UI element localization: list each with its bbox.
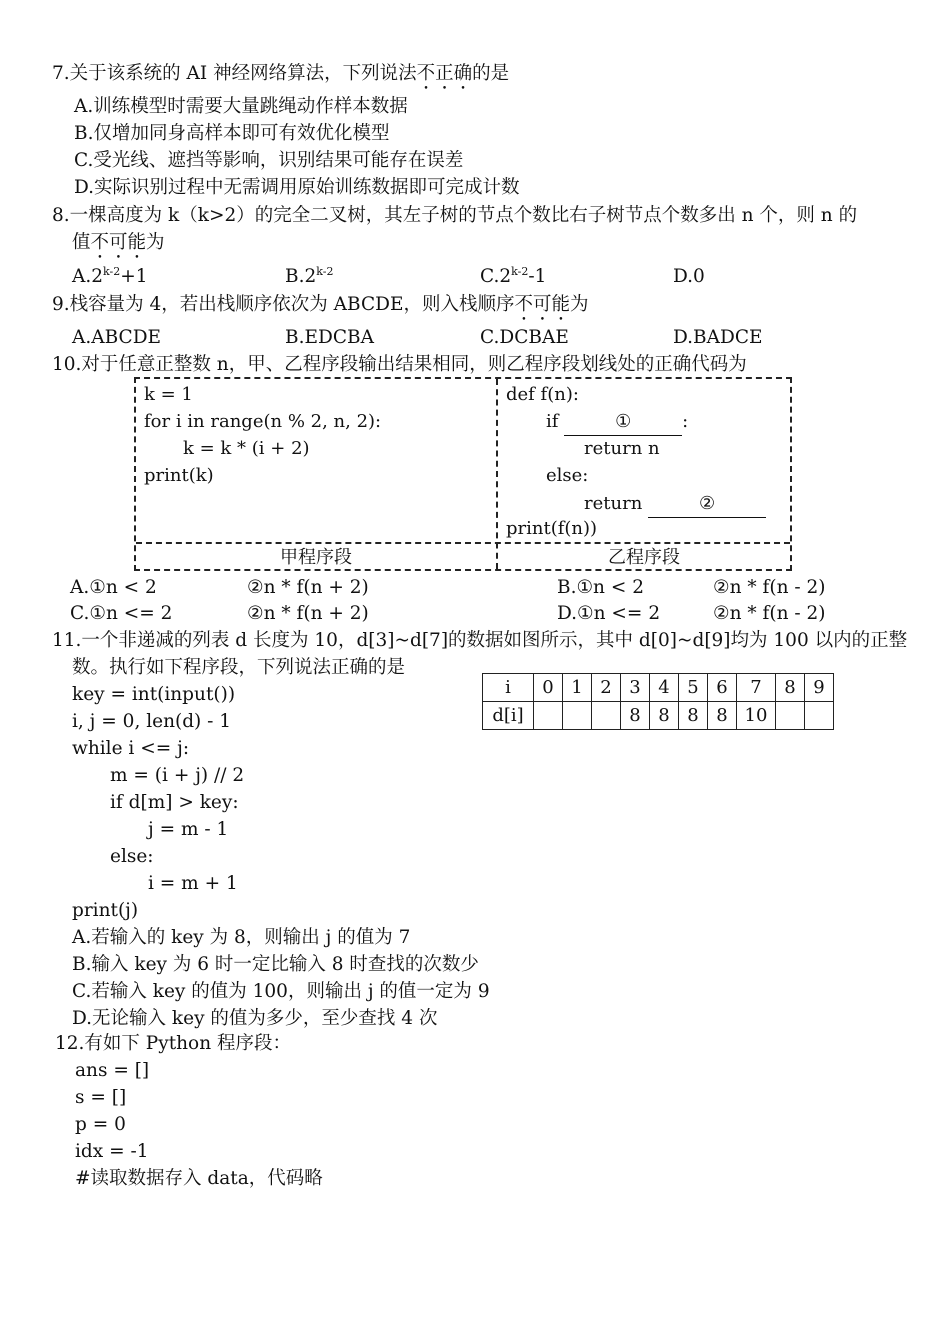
value-cell: 8	[679, 702, 708, 730]
q11-code-line-2: i, j = 0, len(d) - 1	[72, 711, 232, 732]
yi-code-return-blank	[584, 490, 766, 518]
q8-option-b-base: B.2	[285, 266, 317, 287]
q7-stem-end: 的是	[472, 63, 510, 84]
q8-stem-emphasis: 不可能	[90, 232, 147, 253]
q8-option-a-base: A.2	[72, 266, 104, 287]
value-cell: 8	[650, 702, 679, 730]
q11-code-line-3: while i <= j:	[72, 738, 190, 759]
value-cell: 10	[737, 702, 776, 730]
q11-stem-line1: 11.一个非递减的列表 d 长度为 10，d[3]~d[7]的数据如图所示，其中 d[0]~d[9]均为 100 以内的正整	[52, 630, 908, 651]
q11-stem-line2: 数。执行如下程序段，下列说法正确的是	[72, 657, 406, 678]
q7-option-c: C.受光线、遮挡等影响，识别结果可能存在误差	[74, 150, 464, 171]
q12-code-line-5: #读取数据存入 data，代码略	[75, 1168, 323, 1189]
q11-code-line-1: key = int(input())	[72, 684, 236, 705]
q8-option-a-tail: +1	[120, 266, 148, 287]
q7-stem-text: 7.关于该系统的 AI 神经网络算法，下列说法	[52, 63, 417, 84]
q8-stem-line2-start: 值	[72, 232, 91, 253]
q7-option-b: B.仅增加同身高样本即可有效优化模型	[74, 123, 390, 144]
yi-code-return-n: return n	[584, 438, 660, 459]
q11-code-line-5: if d[m] > key:	[110, 792, 239, 813]
index-cell: 3	[621, 674, 650, 702]
q10-option-b-1: B.①n < 2	[557, 577, 645, 598]
table-row	[483, 674, 834, 702]
q8-option-b	[285, 263, 333, 290]
q11-code-line-4: m = (i + j) // 2	[110, 765, 245, 786]
table-row	[483, 702, 834, 730]
value-cell	[776, 702, 805, 730]
yi-if-keyword: if	[546, 411, 559, 432]
q8-stem-line2-end: 为	[146, 232, 165, 253]
code-box-vertical-divider	[496, 379, 498, 569]
q10-option-b-2: ②n * f(n - 2)	[713, 577, 826, 598]
q10-option-c-1: C.①n <= 2	[70, 603, 173, 624]
q7-stem	[52, 60, 509, 94]
yi-code-def: def f(n):	[506, 384, 579, 405]
q9-option-d: D.BADCE	[673, 327, 763, 348]
q10-option-c-2: ②n * f(n + 2)	[247, 603, 369, 624]
yi-code-else: else:	[546, 465, 589, 486]
index-cell: 2	[592, 674, 621, 702]
q8-option-c-tail: -1	[528, 266, 547, 287]
blank-2: ②	[648, 490, 766, 518]
q11-option-a: A.若输入的 key 为 8，则输出 j 的值为 7	[72, 927, 411, 948]
q12-code-line-4: idx = -1	[75, 1141, 149, 1162]
jia-code-line-1: k = 1	[144, 384, 193, 405]
table-row-label: d[i]	[483, 702, 534, 730]
q8-option-c-exponent: k-2	[511, 265, 529, 278]
index-cell: 5	[679, 674, 708, 702]
q9-option-a: A.ABCDE	[72, 327, 162, 348]
q8-option-b-exponent: k-2	[316, 265, 334, 278]
q10-option-d-1: D.①n <= 2	[557, 603, 661, 624]
index-cell: 9	[805, 674, 834, 702]
q11-option-d: D.无论输入 key 的值为多少，至少查找 4 次	[72, 1008, 438, 1029]
q11-option-c: C.若输入 key 的值为 100，则输出 j 的值一定为 9	[72, 981, 490, 1002]
index-cell: 0	[534, 674, 563, 702]
q12-code-line-1: ans = []	[75, 1060, 150, 1081]
yi-code-if	[546, 408, 688, 436]
jia-code-line-3: k = k * (i + 2)	[183, 438, 310, 459]
q7-option-a: A.训练模型时需要大量跳绳动作样本数据	[74, 96, 408, 117]
q11-code-line-9: print(j)	[72, 900, 139, 921]
q12-code-line-2: s = []	[75, 1087, 127, 1108]
q8-option-c-base: C.2	[480, 266, 512, 287]
table-header-label: i	[483, 674, 534, 702]
yi-return-keyword: return	[584, 493, 643, 514]
q9-stem-end: 为	[570, 294, 589, 315]
q10-stem: 10.对于任意正整数 n，甲、乙程序段输出结果相同，则乙程序段划线处的正确代码为	[52, 354, 747, 375]
d-array-table	[482, 673, 834, 730]
index-cell: 6	[708, 674, 737, 702]
caption-yi: 乙程序段	[608, 547, 680, 568]
q10-option-a-2: ②n * f(n + 2)	[247, 577, 369, 598]
q9-stem	[52, 291, 589, 325]
q8-stem-line1: 8.一棵高度为 k（k>2）的完全二叉树，其左子树的节点个数比右子树节点个数多出 n 个，则 n 的	[52, 205, 858, 226]
index-cell: 1	[563, 674, 592, 702]
q8-option-c	[480, 263, 546, 290]
q7-option-d: D.实际识别过程中无需调用原始训练数据即可完成计数	[74, 177, 520, 198]
q8-option-d: D.0	[673, 266, 705, 287]
value-cell	[805, 702, 834, 730]
q11-code-line-8: i = m + 1	[148, 873, 238, 894]
q9-option-c: C.DCBAE	[480, 327, 569, 348]
blank-1: ①	[564, 408, 682, 436]
q12-code-line-3: p = 0	[75, 1114, 126, 1135]
jia-code-line-4: print(k)	[144, 465, 214, 486]
q11-option-b: B.输入 key 为 6 时一定比输入 8 时查找的次数少	[72, 954, 479, 975]
index-cell: 7	[737, 674, 776, 702]
q9-stem-text: 9.栈容量为 4，若出栈顺序依次为 ABCDE，则入栈顺序	[52, 294, 515, 315]
q11-code-line-7: else:	[110, 846, 154, 867]
jia-code-line-2: for i in range(n % 2, n, 2):	[144, 411, 382, 432]
value-cell	[534, 702, 563, 730]
q10-option-a-1: A.①n < 2	[70, 577, 157, 598]
value-cell: 8	[621, 702, 650, 730]
value-cell: 8	[708, 702, 737, 730]
q10-code-box	[134, 377, 792, 571]
value-cell	[592, 702, 621, 730]
yi-code-print: print(f(n))	[506, 518, 598, 539]
q11-code-line-6: j = m - 1	[148, 819, 229, 840]
q10-option-d-2: ②n * f(n - 2)	[713, 603, 826, 624]
index-cell: 4	[650, 674, 679, 702]
q8-stem-line2	[72, 229, 165, 263]
q12-stem: 12.有如下 Python 程序段：	[55, 1033, 291, 1054]
q9-option-b: B.EDCBA	[285, 327, 374, 348]
yi-if-colon: :	[682, 411, 689, 432]
q7-stem-emphasis: 不正确	[416, 63, 473, 84]
q9-stem-emphasis: 不可能	[514, 294, 570, 315]
index-cell: 8	[776, 674, 805, 702]
q8-option-a-exponent: k-2	[103, 265, 121, 278]
value-cell	[563, 702, 592, 730]
caption-jia: 甲程序段	[280, 547, 352, 568]
q8-option-a	[72, 263, 147, 290]
